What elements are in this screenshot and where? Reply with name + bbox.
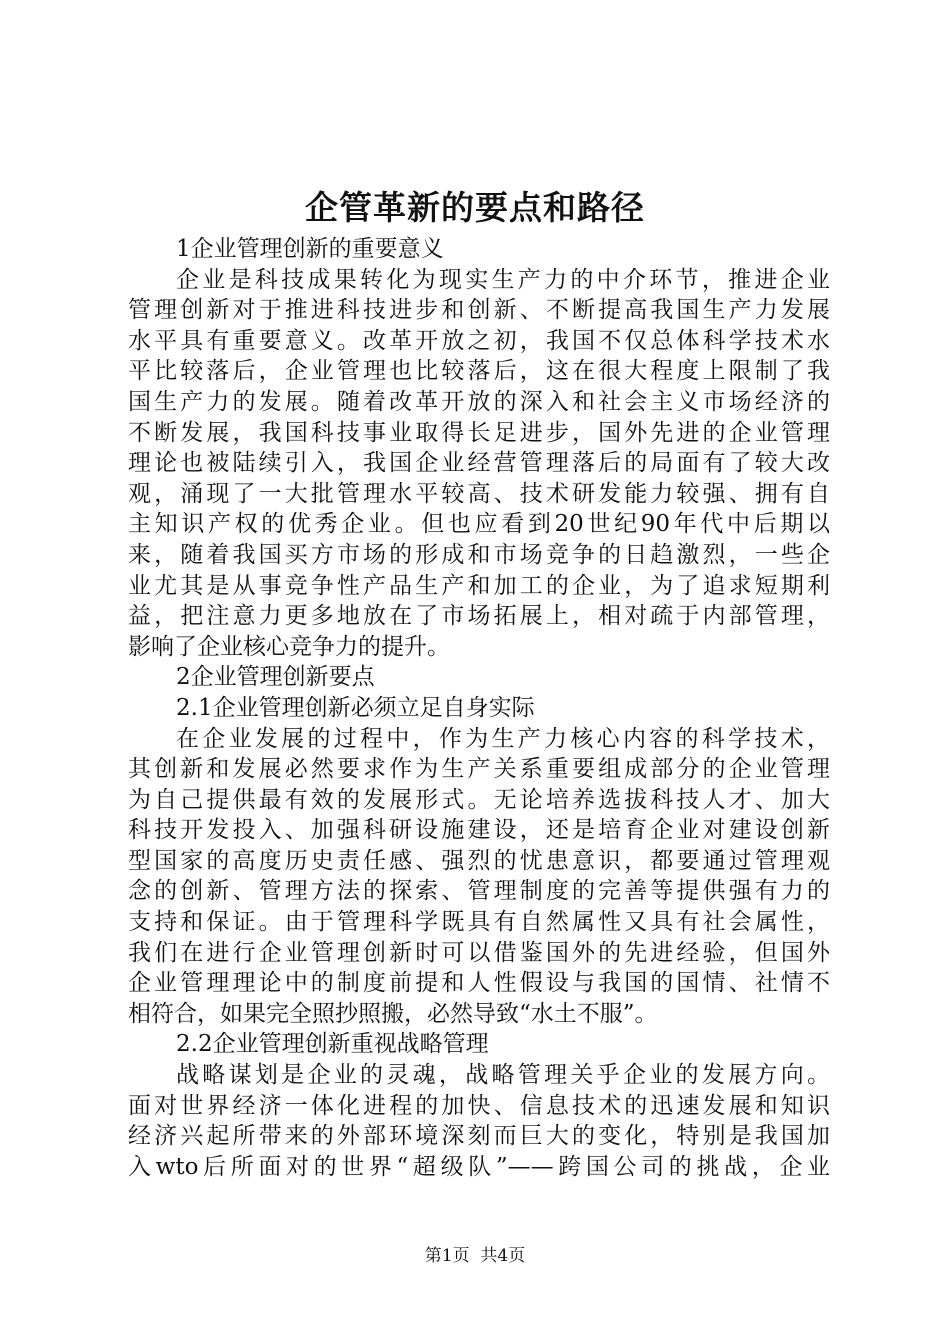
text-line: 水平具有重要意义。改革开放之初，我国不仅总体科学技术水 <box>128 327 830 354</box>
text-line: 2.2企业管理创新重视战略管理 <box>176 1031 489 1058</box>
text-line: 战略谋划是企业的灵魂，战略管理关乎企业的发展方向。 <box>176 1062 830 1089</box>
text-line: 2.1企业管理创新必须立足自身实际 <box>176 694 535 721</box>
text-line: 2企业管理创新要点 <box>176 664 375 691</box>
document-body <box>128 234 830 1182</box>
text-line: 企业是科技成果转化为现实生产力的中介环节，推进企业 <box>176 266 830 293</box>
text-line: 经济兴起所带来的外部环境深刻而巨大的变化，特别是我国加 <box>128 1123 830 1150</box>
text-line: 益，把注意力更多地放在了市场拓展上，相对疏于内部管理， <box>128 603 830 630</box>
text-line: 国生产力的发展。随着改革开放的深入和社会主义市场经济的 <box>128 388 830 415</box>
text-line: 不断发展，我国科技事业取得长足进步，国外先进的企业管理 <box>128 419 830 446</box>
text-line: 管理创新对于推进科技进步和创新、不断提高我国生产力发展 <box>128 297 830 324</box>
document-title: 企管革新的要点和路径 <box>305 188 645 227</box>
text-line: 观，涌现了一大批管理水平较高、技术研发能力较强、拥有自 <box>128 480 830 507</box>
text-line: 相符合，如果完全照抄照搬，必然导致“水土不服”。 <box>128 1000 658 1027</box>
text-line: 企业管理理论中的制度前提和人性假设与我国的国情、社情不 <box>128 970 830 997</box>
text-line: 念的创新、管理方法的探索、管理制度的完善等提供强有力的 <box>128 878 830 905</box>
page-footer: 第1页 共4页 <box>424 1246 526 1266</box>
text-line: 在企业发展的过程中，作为生产力核心内容的科学技术， <box>176 725 830 752</box>
text-line: 影响了企业核心竞争力的提升。 <box>128 633 450 660</box>
text-line: 来，随着我国买方市场的形成和市场竞争的日趋激烈，一些企 <box>128 541 830 568</box>
text-line: 入wto后所面对的世界“超级队”——跨国公司的挑战，企业 <box>128 1153 830 1180</box>
text-line: 平比较落后，企业管理也比较落后，这在很大程度上限制了我 <box>128 358 830 385</box>
text-line: 科技开发投入、加强科研设施建设，还是培育企业对建设创新 <box>128 817 830 844</box>
text-line: 为自己提供最有效的发展形式。无论培养选拔科技人才、加大 <box>128 786 830 813</box>
text-line: 我们在进行企业管理创新时可以借鉴国外的先进经验，但国外 <box>128 939 830 966</box>
text-line: 支持和保证。由于管理科学既具有自然属性又具有社会属性， <box>128 909 830 936</box>
text-line: 业尤其是从事竞争性产品生产和加工的企业，为了追求短期利 <box>128 572 830 599</box>
text-line: 型国家的高度历史责任感、强烈的忧患意识，都要通过管理观 <box>128 847 830 874</box>
text-line: 其创新和发展必然要求作为生产关系重要组成部分的企业管理 <box>128 756 830 783</box>
text-line: 1企业管理创新的重要意义 <box>176 236 444 262</box>
text-line: 理论也被陆续引入，我国企业经营管理落后的局面有了较大改 <box>128 450 830 477</box>
text-line: 面对世界经济一体化进程的加快、信息技术的迅速发展和知识 <box>128 1092 830 1119</box>
text-line: 主知识产权的优秀企业。但也应看到20世纪90年代中后期以 <box>128 511 830 538</box>
